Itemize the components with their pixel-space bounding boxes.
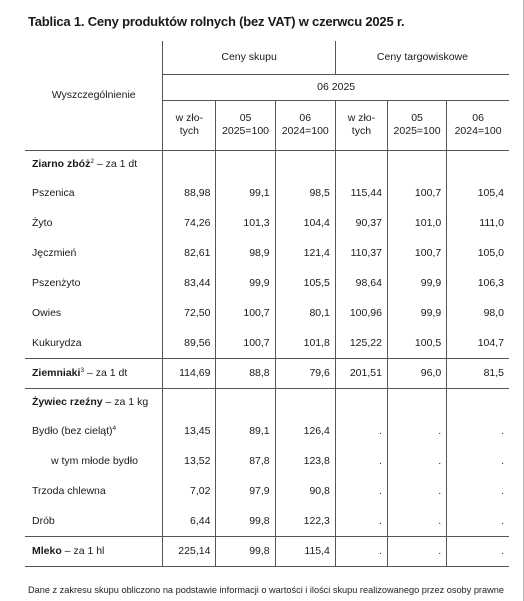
table-cell: 115,4 xyxy=(275,536,335,566)
table-cell: 99,8 xyxy=(216,536,275,566)
table-cell: . xyxy=(501,425,504,437)
table-cell: 88,98 xyxy=(163,178,216,208)
row-label: Trzoda chlewna xyxy=(25,476,163,506)
table-row xyxy=(25,446,509,476)
table-cell: 105,5 xyxy=(275,268,335,298)
table-row xyxy=(25,298,509,328)
table-cell: 6,44 xyxy=(163,506,216,536)
table-cell: 81,5 xyxy=(447,358,509,388)
table-cell: 99,9 xyxy=(216,268,275,298)
row-label: Drób xyxy=(25,506,163,536)
table-cell: . xyxy=(335,536,387,566)
table-cell: . xyxy=(335,416,387,446)
table-cell: . xyxy=(501,455,504,467)
table-cell: 115,44 xyxy=(335,178,387,208)
table-cell: 98,0 xyxy=(483,307,504,319)
table-cell: 122,3 xyxy=(275,506,335,536)
market-pln-header: w zło- tych xyxy=(335,100,387,150)
table-cell: 88,8 xyxy=(216,358,275,388)
table-cell: 99,9 xyxy=(387,298,446,328)
table-row-potatoes xyxy=(25,358,509,388)
table-row xyxy=(25,268,509,298)
prices-table xyxy=(25,41,509,567)
table-row xyxy=(25,476,509,506)
table-cell: 99,8 xyxy=(216,506,275,536)
table-cell: 106,3 xyxy=(477,277,504,289)
table-cell: 72,50 xyxy=(163,298,216,328)
table-cell: 105,0 xyxy=(477,247,504,259)
table-cell: 100,96 xyxy=(335,298,387,328)
table-cell: 100,7 xyxy=(216,298,275,328)
table-cell: 104,4 xyxy=(275,208,335,238)
table-cell: 126,4 xyxy=(275,416,335,446)
row-label: Owies xyxy=(25,298,163,328)
row-label: Żyto xyxy=(25,208,163,238)
table-cell: 110,37 xyxy=(335,238,387,268)
table-cell: 201,51 xyxy=(335,358,387,388)
row-label: Ziarno zbóż$^2$ – za 1 dt xyxy=(25,150,163,178)
table-cell: 79,6 xyxy=(275,358,335,388)
row-label: Ziemniaki$^3$ – za 1 dt xyxy=(25,358,163,388)
table-cell: 13,45 xyxy=(163,416,216,446)
purchase-pln-header: w zło- tych xyxy=(163,100,216,150)
table-row xyxy=(25,178,509,208)
table-cell: 104,7 xyxy=(477,336,504,349)
table-cell: 89,1 xyxy=(216,416,275,446)
table-cell: 111,0 xyxy=(479,217,504,229)
table-row xyxy=(25,238,509,268)
table-cell: . xyxy=(501,485,504,497)
row-label: Pszenżyto xyxy=(25,268,163,298)
table-cell: 98,9 xyxy=(216,238,275,268)
table-cell: 101,8 xyxy=(275,328,335,358)
purchase-yoy-header: 06 2024=100 xyxy=(275,100,335,150)
section-row-livestock xyxy=(25,388,509,416)
table-cell: . xyxy=(335,476,387,506)
table-cell: 100,7 xyxy=(387,238,446,268)
table-cell: . xyxy=(387,416,446,446)
table-cell: 99,1 xyxy=(216,178,275,208)
table-cell: 90,8 xyxy=(275,476,335,506)
table-cell: . xyxy=(387,476,446,506)
table-cell: 99,9 xyxy=(387,268,446,298)
market-prices-header: Ceny targowiskowe xyxy=(335,41,509,74)
table-cell: 101,0 xyxy=(387,208,446,238)
table-cell: 100,7 xyxy=(387,178,446,208)
table-cell: . xyxy=(501,514,504,527)
table-cell: . xyxy=(387,446,446,476)
section-row-grain xyxy=(25,150,509,178)
row-label: Kukurydza xyxy=(25,328,163,358)
market-yoy-header: 06 2024=100 xyxy=(447,100,509,150)
row-label: Bydło (bez cieląt)$^4$ xyxy=(25,416,163,446)
table-cell: . xyxy=(387,536,446,566)
table-row xyxy=(25,416,509,446)
table-cell: 100,5 xyxy=(387,328,446,358)
table-cell: . xyxy=(387,506,446,536)
table-row-milk xyxy=(25,536,509,566)
table-cell: . xyxy=(335,446,387,476)
table-row xyxy=(25,208,509,238)
table-cell: 7,02 xyxy=(163,476,216,506)
table-cell: 125,22 xyxy=(335,328,387,358)
table-row xyxy=(25,506,509,536)
row-label: w tym młode bydło xyxy=(25,446,163,476)
table-cell: 114,69 xyxy=(163,358,216,388)
table-cell: 101,3 xyxy=(216,208,275,238)
table-cell: 90,37 xyxy=(335,208,387,238)
table-cell: 97,9 xyxy=(216,476,275,506)
table-cell: 87,8 xyxy=(216,446,275,476)
table-row xyxy=(25,328,509,358)
table-cell: 83,44 xyxy=(163,268,216,298)
purchase-mom-header: 05 2025=100 xyxy=(216,100,275,150)
row-label: Mleko – za 1 hl xyxy=(25,536,163,566)
table-cell: . xyxy=(335,506,387,536)
table-cell: 89,56 xyxy=(163,328,216,358)
period-header: 06 2025 xyxy=(163,74,509,100)
table-cell: 123,8 xyxy=(275,446,335,476)
table-cell: 100,7 xyxy=(216,328,275,358)
table-cell: 121,4 xyxy=(275,238,335,268)
table-cell: 82,61 xyxy=(163,238,216,268)
table-cell: 74,26 xyxy=(163,208,216,238)
table-cell: 80,1 xyxy=(275,298,335,328)
row-label: Żywiec rzeźny – za 1 kg xyxy=(25,388,163,416)
table-cell: 225,14 xyxy=(163,536,216,566)
stub-header: Wyszczególnienie xyxy=(25,41,163,150)
table-cell: 105,4 xyxy=(477,187,504,199)
purchase-prices-header: Ceny skupu xyxy=(163,41,336,74)
table-cell: 13,52 xyxy=(163,446,216,476)
row-label: Jęczmień xyxy=(25,238,163,268)
table-cell: 98,5 xyxy=(275,178,335,208)
table-cell: 98,64 xyxy=(335,268,387,298)
row-label: Pszenica xyxy=(25,178,163,208)
market-mom-header: 05 2025=100 xyxy=(387,100,446,150)
table-title: Tablica 1. Ceny produktów rolnych (bez VAT) w czerwcu 2025 r. xyxy=(28,14,405,29)
footnote: Dane z zakresu skupu obliczono na podstawie informacji o wartości i ilości skupu realizowanego przez osoby prawne xyxy=(28,585,504,595)
table-cell: . xyxy=(447,536,509,566)
table-cell: 96,0 xyxy=(387,358,446,388)
